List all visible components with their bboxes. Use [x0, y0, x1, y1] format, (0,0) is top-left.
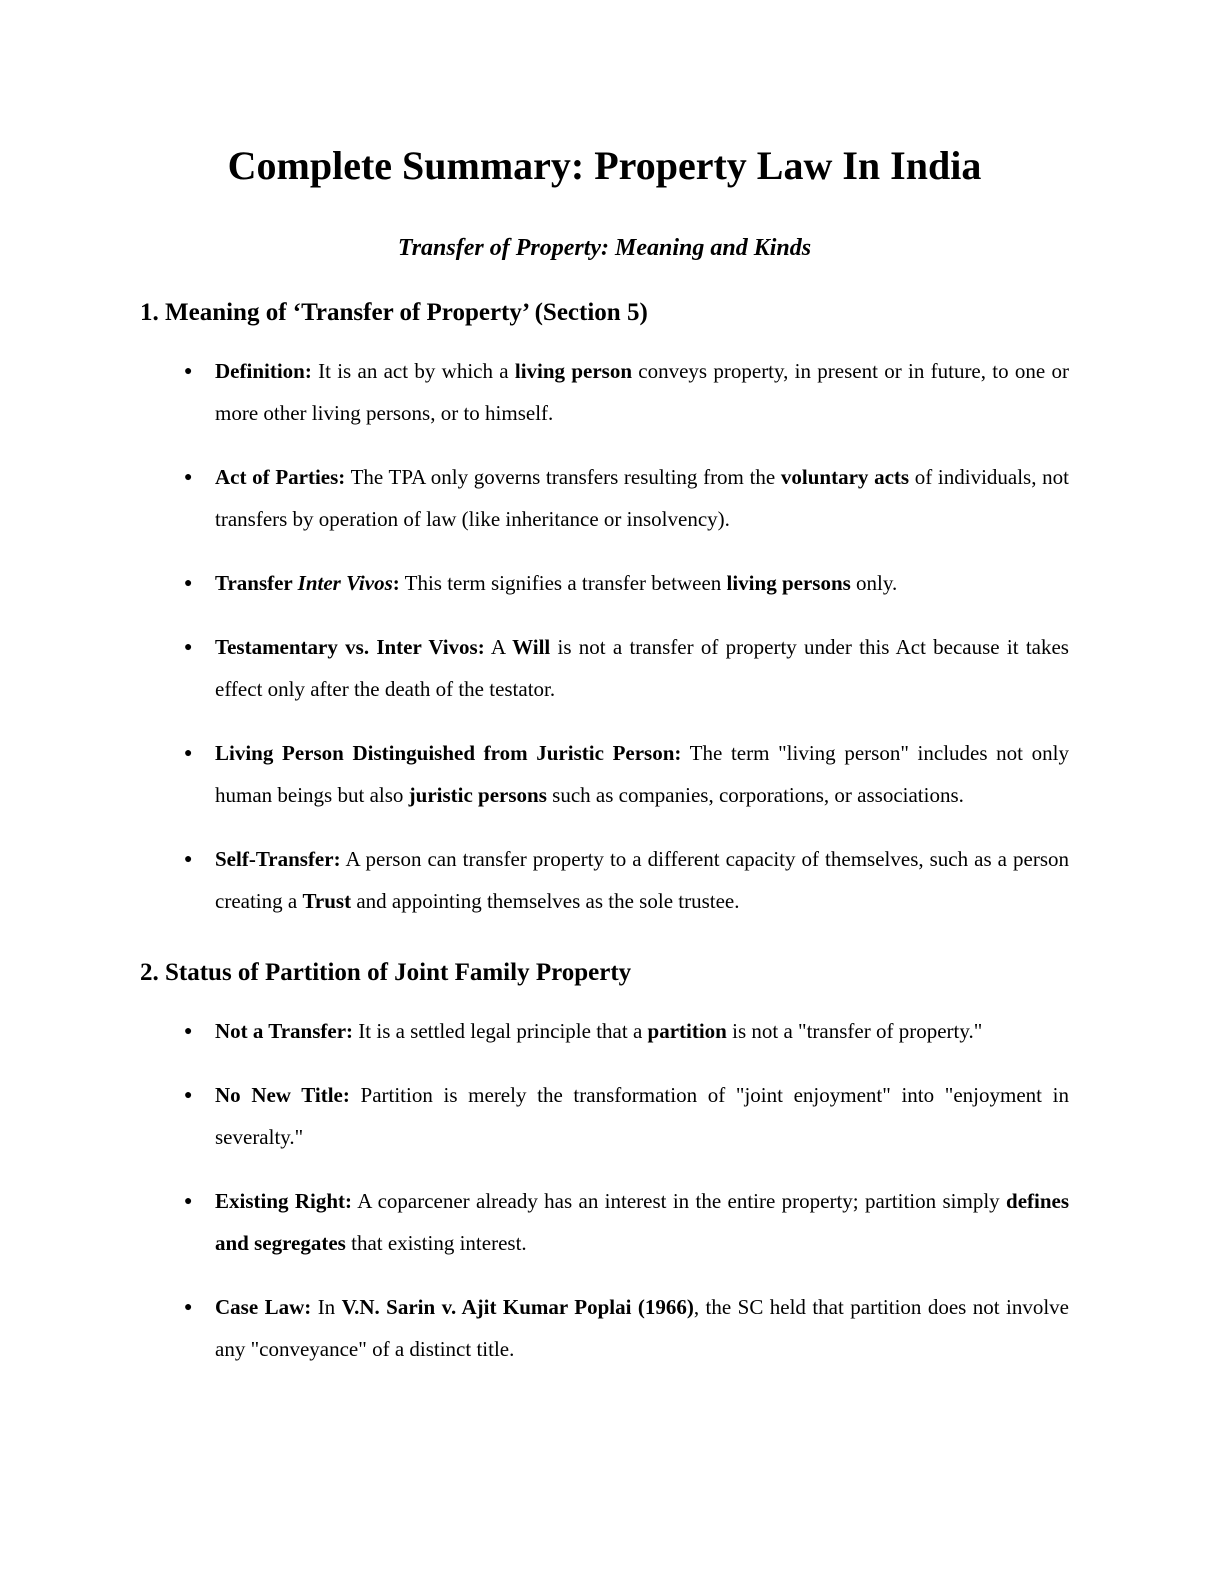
- bullet-icon: ●: [184, 746, 193, 761]
- bullet-icon: ●: [184, 576, 193, 591]
- text-segment: Definition:: [215, 359, 312, 383]
- list-item: [140, 1286, 1069, 1370]
- text-segment: Partition is merely the transformation of "joint enjoyment" into "enjoyment in severalty.": [215, 1083, 1069, 1149]
- bullet-icon: ●: [184, 364, 193, 379]
- text-segment: conveys property, in present or in future, to one or more other living persons, or to himself.: [215, 359, 1069, 425]
- text-segment: Trust: [302, 889, 352, 913]
- document-title: Complete Summary: Property Law In India: [227, 143, 982, 188]
- bullet-list: [140, 350, 1069, 922]
- list-item: [140, 626, 1069, 710]
- text-segment: such as companies, corporations, or associations.: [546, 783, 964, 807]
- list-item: [140, 1074, 1069, 1158]
- list-item: [140, 350, 1069, 434]
- bullet-icon: ●: [184, 1024, 193, 1039]
- bullet-icon: ●: [184, 852, 193, 867]
- text-segment: V.N. Sarin v. Ajit Kumar Poplai (1966): [341, 1295, 694, 1319]
- text-segment: This term signifies a transfer between: [399, 571, 727, 595]
- text-segment: is not a "transfer of property.": [726, 1019, 983, 1043]
- text-segment: No New Title:: [215, 1083, 350, 1107]
- bullet-icon: ●: [184, 1194, 193, 1209]
- text-segment: living person: [514, 359, 632, 383]
- document-body: [140, 298, 1069, 1370]
- list-item: [140, 456, 1069, 540]
- text-segment: The TPA only governs transfers resulting from the: [345, 465, 781, 489]
- text-segment: of individuals, not transfers by operation of law (like inheritance or insolvency).: [215, 465, 1069, 531]
- text-segment: Will: [512, 635, 551, 659]
- text-segment: and appointing themselves as the sole trustee.: [351, 889, 740, 913]
- text-segment: Inter Vivos: [297, 571, 393, 595]
- text-segment: The term "living person" includes not only human beings but also: [215, 741, 1069, 807]
- bullet-icon: ●: [184, 1088, 193, 1103]
- text-segment: A coparcener already has an interest in the entire property; partition simply: [352, 1189, 1007, 1213]
- text-segment: living persons: [726, 571, 851, 595]
- text-segment: Transfer: [215, 571, 298, 595]
- text-segment: voluntary acts: [780, 465, 910, 489]
- list-item: [140, 562, 1069, 604]
- bullet-icon: ●: [184, 640, 193, 655]
- text-segment: juristic persons: [408, 783, 547, 807]
- list-item: [140, 1010, 1069, 1052]
- bullet-icon: ●: [184, 1300, 193, 1315]
- text-segment: only.: [850, 571, 898, 595]
- section-heading: 1. Meaning of ‘Transfer of Property’ (Section 5): [140, 299, 648, 326]
- list-item: [140, 1180, 1069, 1264]
- text-segment: Act of Parties:: [215, 465, 346, 489]
- section-heading: 2. Status of Partition of Joint Family Property: [140, 959, 632, 986]
- document-subtitle: Transfer of Property: Meaning and Kinds: [397, 235, 812, 261]
- text-segment: In: [311, 1295, 342, 1319]
- text-segment: Testamentary vs. Inter Vivos:: [215, 635, 485, 659]
- list-item: [140, 732, 1069, 816]
- text-segment: Self-Transfer:: [215, 847, 341, 871]
- text-segment: is not a transfer of property under this Act because it takes effect only after the death of the testator.: [215, 635, 1069, 701]
- text-segment: partition: [647, 1019, 727, 1043]
- text-segment: Existing Right:: [215, 1189, 353, 1213]
- text-segment: Not a Transfer:: [215, 1019, 354, 1043]
- bullet-icon: ●: [184, 470, 193, 485]
- text-segment: It is a settled legal principle that a: [353, 1019, 648, 1043]
- text-segment: A: [484, 635, 513, 659]
- text-segment: :: [392, 571, 400, 595]
- text-segment: Living Person Distinguished from Juristic Person:: [215, 741, 682, 765]
- text-segment: that existing interest.: [345, 1231, 527, 1255]
- text-segment: Case Law:: [215, 1295, 312, 1319]
- text-segment: It is an act by which a: [311, 359, 515, 383]
- list-item: [140, 838, 1069, 922]
- text-segment: , the SC held that partition does not involve any "conveyance" of a distinct title.: [215, 1295, 1070, 1361]
- bullet-list: [140, 1010, 1069, 1370]
- text-segment: defines and segregates: [215, 1189, 1070, 1255]
- text-segment: A person can transfer property to a different capacity of themselves, such as a person creating a: [215, 847, 1069, 913]
